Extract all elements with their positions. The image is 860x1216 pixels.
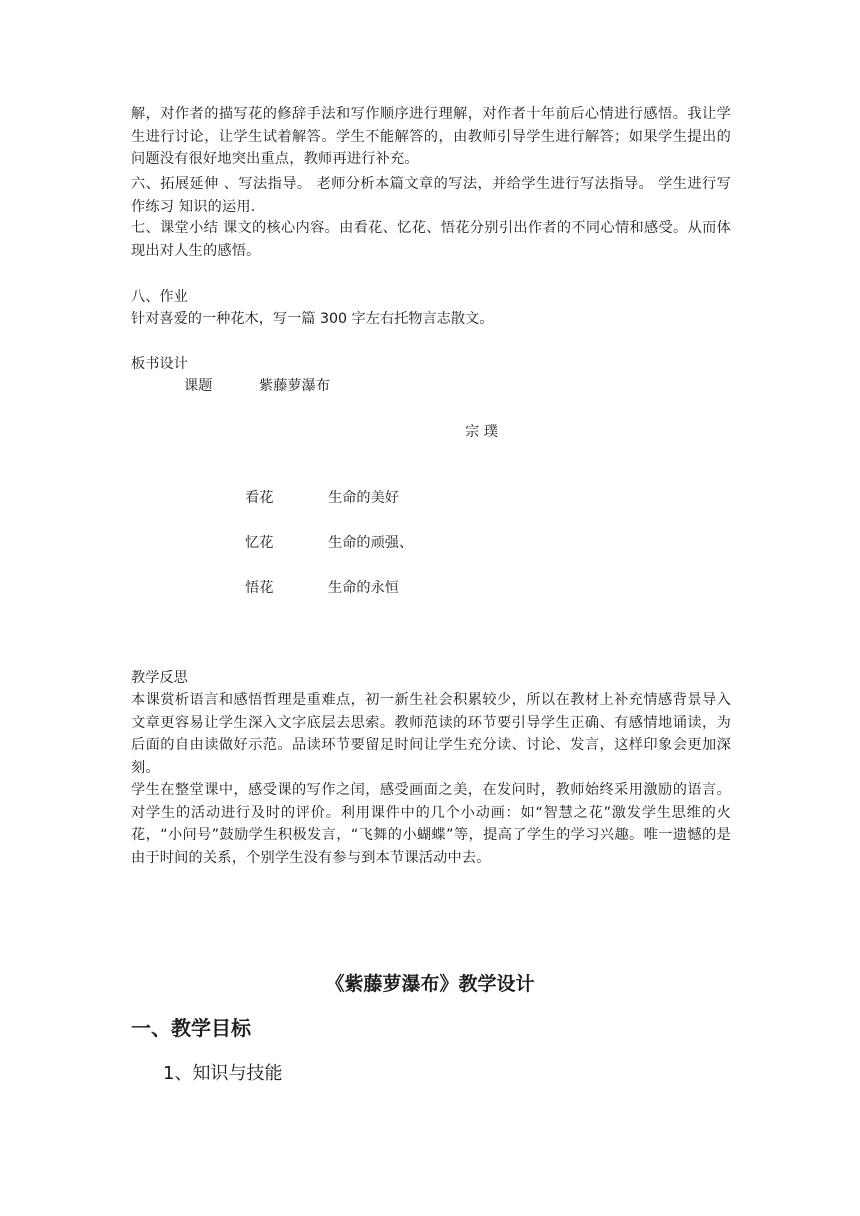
board-row-value: 生命的美好 [328, 490, 399, 506]
reflection-paragraph-1: 本课赏析语言和感悟哲理是重难点，初一新生社会积累较少，所以在教材上补充情感背景导入文章更容易让学生深入文字底层去思索。教师范读的环节要引导学生正确、有感情地诵读，为后面的自由读做好示范。品读环节要留足时间让学生充分读、讨论、发言，这样印象会更加深刻。 [131, 692, 731, 776]
section-heading: 一、教学目标 [131, 1016, 251, 1040]
subsection-heading: 1、知识与技能 [163, 1063, 283, 1084]
design-title: 《紫藤萝瀑布》教学设计 [325, 973, 535, 995]
board-row-value: 生命的顽强、 [328, 535, 414, 551]
reflection-heading: 教学反思 [131, 670, 188, 686]
board-topic: 紫藤萝瀑布 [259, 378, 330, 394]
board-row-key: 看花 [245, 490, 274, 506]
board-author: 宗 璞 [465, 424, 498, 440]
board-row-value: 生命的永恒 [328, 580, 399, 596]
board-design-heading: 板书设计 [131, 356, 188, 372]
intro-paragraph: 解，对作者的描写花的修辞手法和写作顺序进行理解，对作者十年前后心情进行感悟。我让学生进行讨论，让学生试着解答。学生不能解答的，由教师引导学生进行解答；如果学生提出的问题没有很好地突出重点，教师再进行补充。 [131, 106, 731, 167]
reflection-paragraph-2: 学生在整堂课中，感受课的写作之闰，感受画面之美，在发问时，教师始终采用激励的语言。对学生的活动进行及时的评价。利用课件中的几个小动画：如“智慧之花”激发学生思维的火花，“小问号”鼓励学生积极发言，“飞舞的小蝴蝶”等，提高了学生的学习兴趣。唯一遗憾的是由于时间的关系，个别学生没有参与到本节课活动中去。 [131, 782, 731, 866]
homework-heading: 八、作业 [131, 289, 188, 305]
section-six-paragraph: 六、拓展延伸 、写法指导。 老师分析本篇文章的写法，并给学生进行写法指导。 学生进行写作练习 知识的运用. [131, 176, 731, 215]
section-seven-paragraph: 七、课堂小结 课文的核心内容。由看花、忆花、悟花分别引出作者的不同心情和感受。从而体现出对人生的感悟。 [131, 220, 731, 259]
homework-text: 针对喜爱的一种花木，写一篇 300 字左右托物言志散文。 [131, 311, 494, 327]
board-row-key: 悟花 [245, 580, 274, 596]
board-topic-label: 课题 [184, 378, 213, 394]
board-row-key: 忆花 [245, 535, 274, 551]
